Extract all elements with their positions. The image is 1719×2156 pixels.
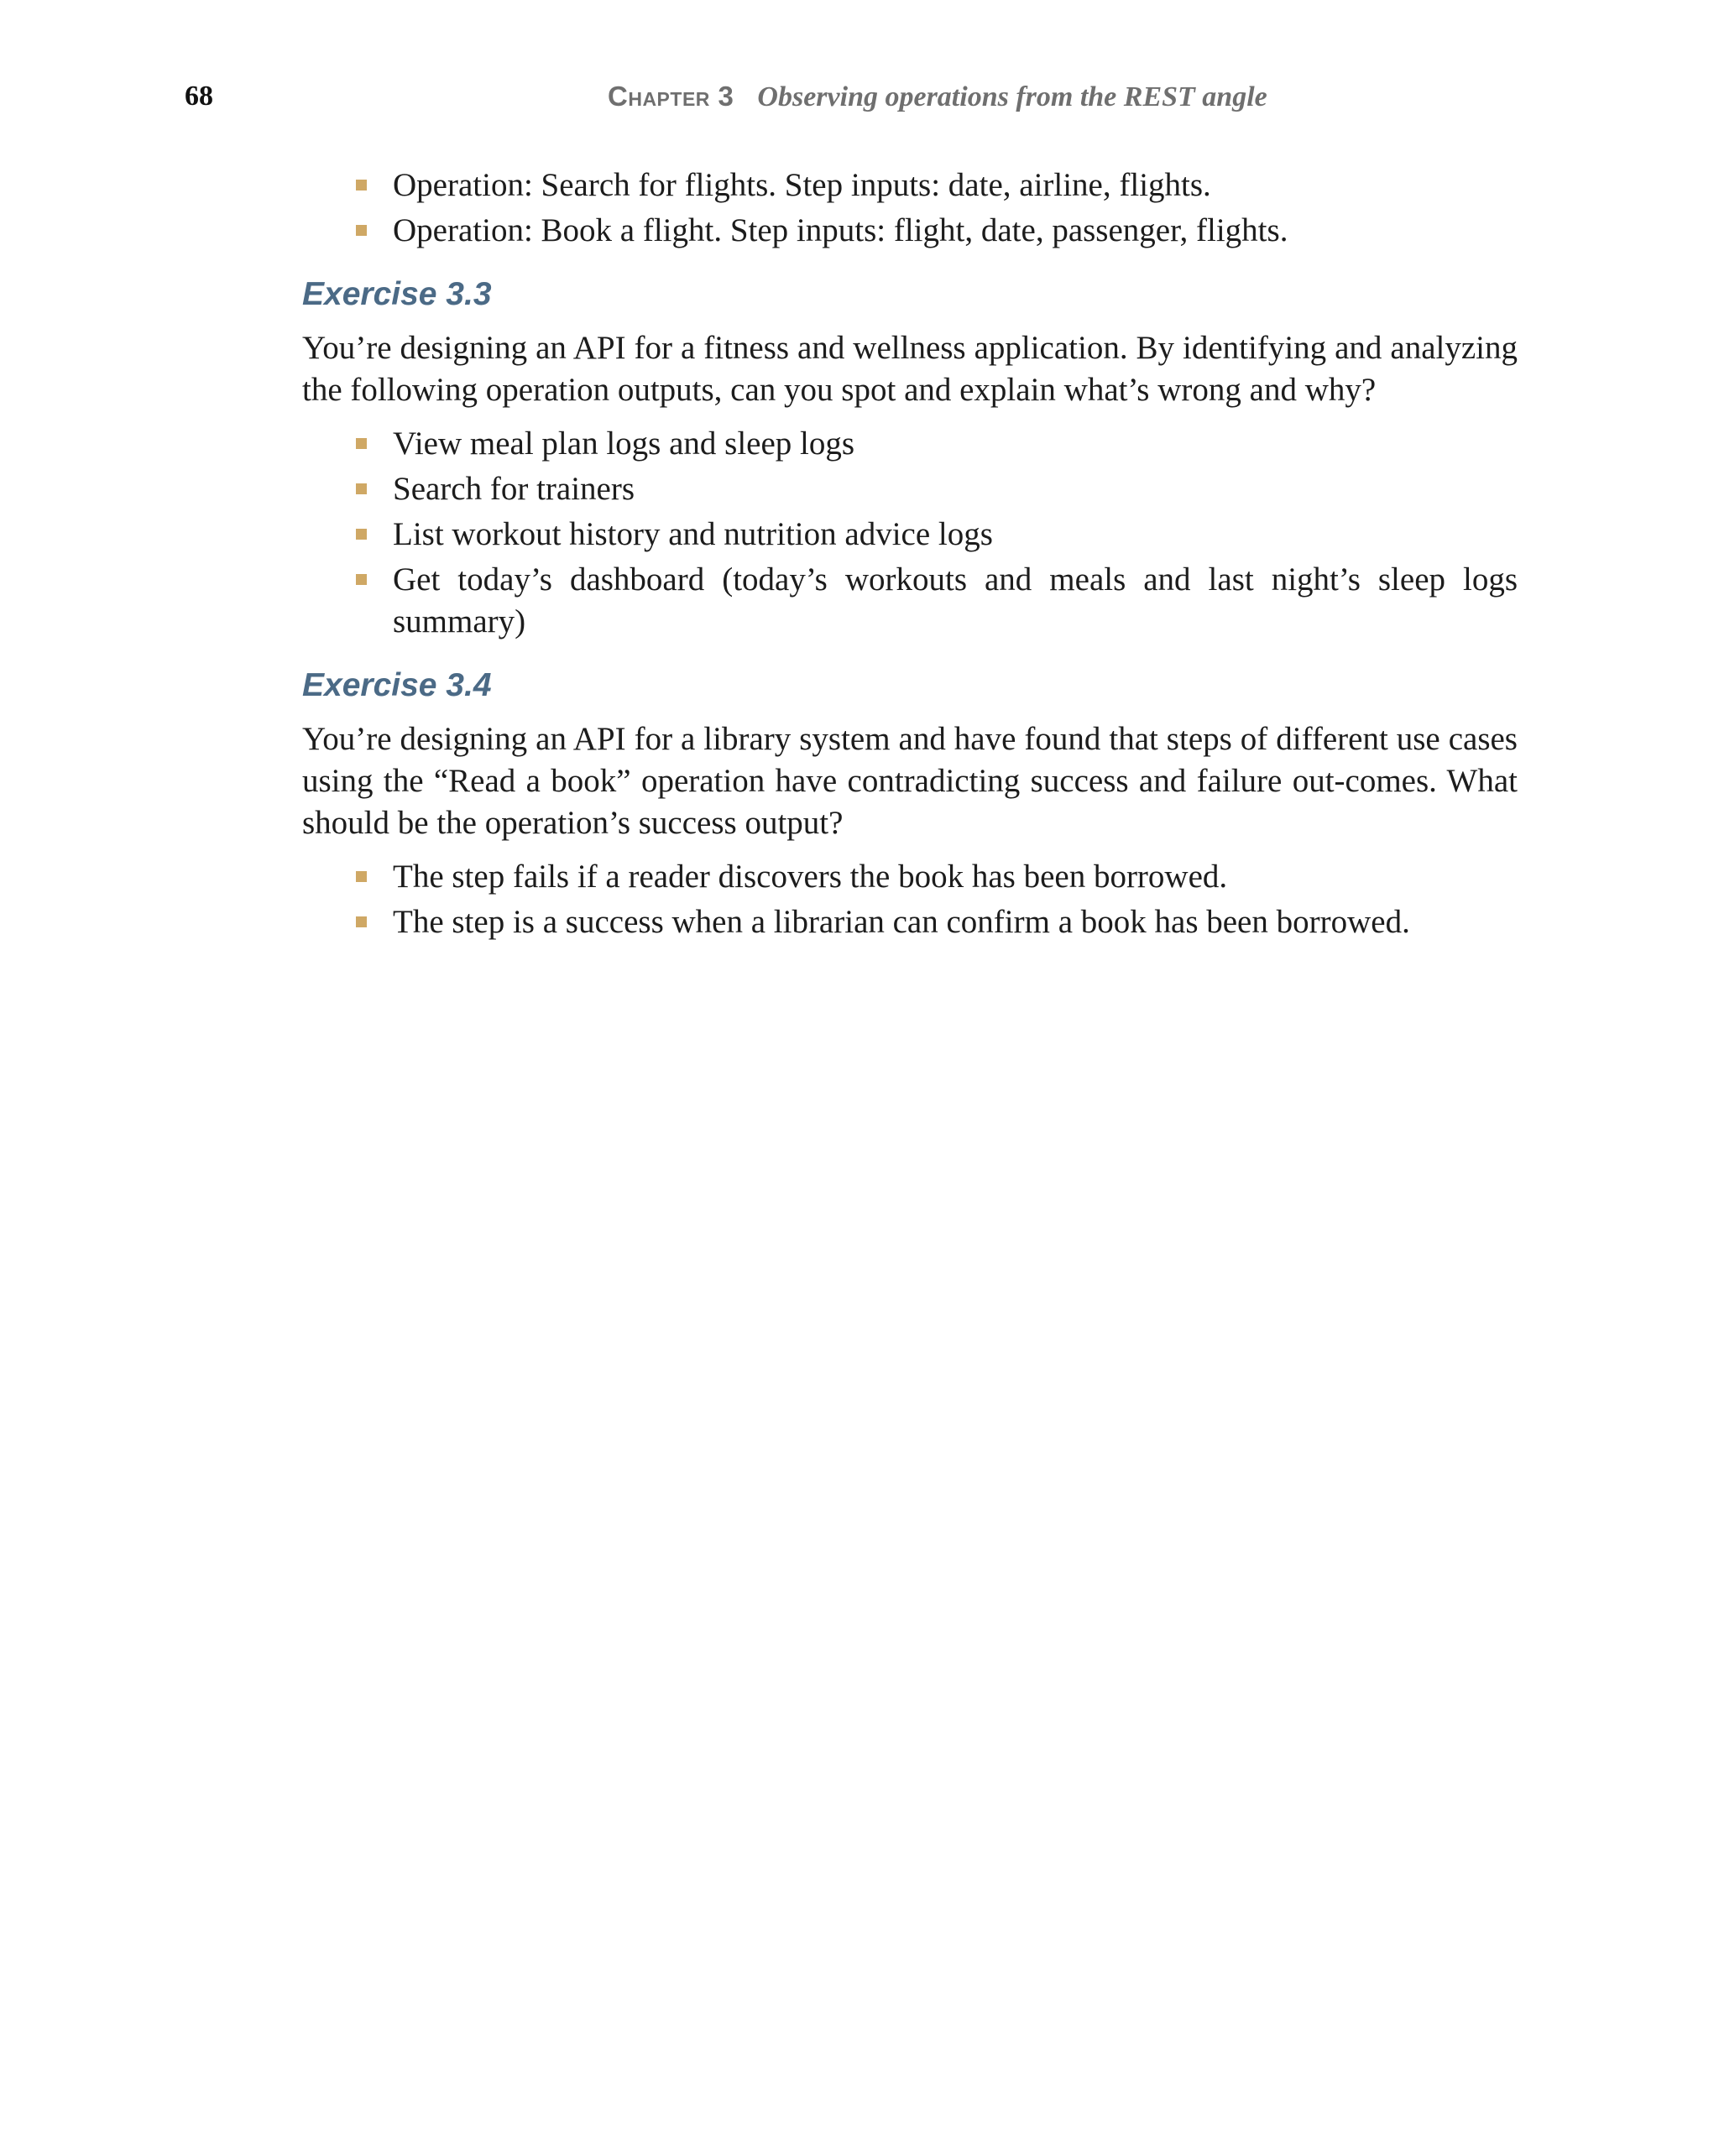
list-item — [393, 423, 1518, 465]
running-head — [608, 81, 1267, 113]
list-item-text: The step fails if a reader discovers the book has been borrowed. — [393, 859, 1228, 895]
list-item — [393, 856, 1518, 898]
exercise-3-4-bullet-list — [302, 856, 1518, 943]
list-item-text: Search for trainers — [393, 471, 635, 507]
list-item-text: Operation: Book a flight. Step inputs: flight, date, passenger, flights. — [393, 212, 1288, 248]
list-item-text: The step is a success when a librarian can confirm a book has been borrowed. — [393, 904, 1410, 940]
list-item-text: View meal plan logs and sleep logs — [393, 425, 855, 462]
exercise-3-4-heading: Exercise 3.4 — [302, 667, 492, 703]
square-bullet-icon — [356, 916, 367, 927]
list-item — [393, 468, 1518, 510]
exercise-3-3-paragraph: You’re designing an API for a fitness and wellness application. By identifying and analyzing the following operation outputs, can you spot and explain what’s wrong and why? — [302, 330, 1518, 408]
list-item-text: Get today’s dashboard (today’s workouts and meals and last night’s sleep logs summary) — [393, 561, 1518, 639]
exercise-3-3-bullet-list — [302, 423, 1518, 643]
chapter-title: Observing operations from the REST angle — [757, 81, 1267, 112]
square-bullet-icon — [356, 483, 367, 494]
list-item-text: Operation: Search for flights. Step inputs: date, airline, flights. — [393, 167, 1211, 203]
square-bullet-icon — [356, 225, 367, 236]
chapter-label: Chapter 3 — [608, 81, 734, 112]
exercise-3-3-heading: Exercise 3.3 — [302, 276, 492, 312]
square-bullet-icon — [356, 180, 367, 191]
list-item — [393, 901, 1518, 943]
page-content — [302, 164, 1518, 947]
list-item — [393, 210, 1518, 252]
square-bullet-icon — [356, 529, 367, 540]
square-bullet-icon — [356, 871, 367, 882]
square-bullet-icon — [356, 438, 367, 449]
list-item — [393, 164, 1518, 206]
exercise-3-4-paragraph: You’re designing an API for a library system and have found that steps of different use cases using the “Read a book” operation have contradicting success and failure out-comes. What should be the operation’s success output? — [302, 721, 1518, 841]
page-number: 68 — [185, 81, 213, 112]
list-item — [393, 514, 1518, 556]
list-item — [393, 559, 1518, 643]
intro-bullet-list — [302, 164, 1518, 252]
square-bullet-icon — [356, 574, 367, 585]
list-item-text: List workout history and nutrition advice logs — [393, 516, 993, 552]
